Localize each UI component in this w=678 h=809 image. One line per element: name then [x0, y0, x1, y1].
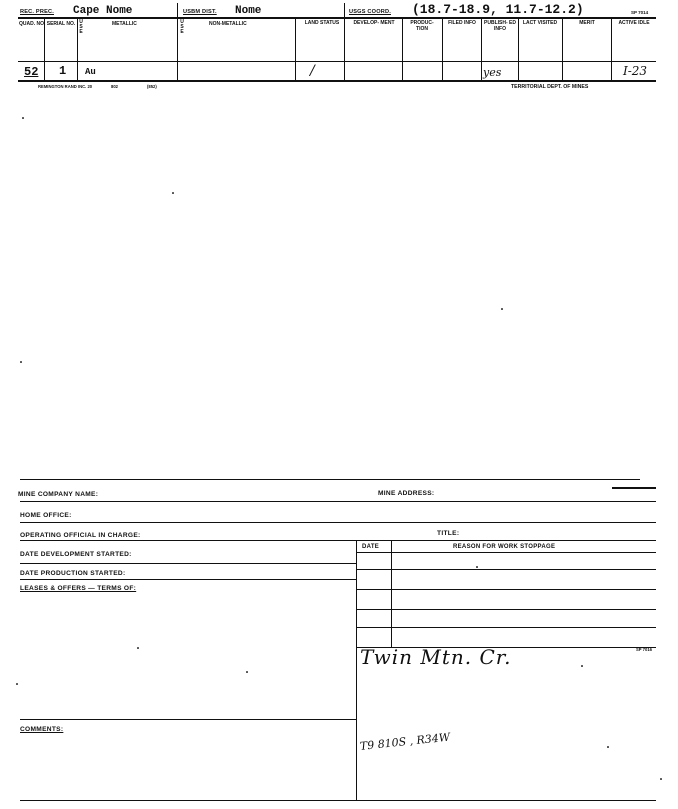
- rule: [177, 3, 178, 80]
- date-production-started-label: DATE PRODUCTION STARTED:: [20, 570, 126, 577]
- rule: [442, 17, 443, 80]
- speck: [22, 117, 24, 119]
- usgs-coord-value: (18.7-18.9, 11.7-12.2): [412, 2, 584, 17]
- col-filed-info: FILED INFO: [448, 20, 476, 26]
- usgs-coord-label: USGS COORD.: [349, 9, 391, 15]
- col-active-idle: ACTIVE IDLE: [618, 20, 650, 26]
- rule: [18, 80, 656, 82]
- handwritten-location: Twin Mtn. Cr.: [360, 645, 512, 669]
- rule: [356, 627, 656, 628]
- speck: [607, 746, 609, 748]
- rule: [518, 17, 519, 80]
- mine-company-name-label: MINE COMPANY NAME:: [18, 491, 99, 498]
- speck: [16, 683, 18, 685]
- form-number-bottom: SP 7016: [636, 647, 652, 652]
- rule: [20, 479, 640, 480]
- speck: [246, 671, 248, 673]
- rule: [20, 563, 356, 564]
- row-land-status: /: [310, 63, 315, 79]
- rule: [20, 579, 356, 580]
- date-development-started-label: DATE DEVELOPMENT STARTED:: [20, 551, 132, 558]
- department-name: TERRITORIAL DEPT. OF MINES: [511, 84, 589, 90]
- rule: [295, 17, 296, 80]
- speck: [20, 361, 22, 363]
- col-use-marker: U S E: [79, 19, 83, 35]
- col-merit: MERIT: [579, 20, 595, 26]
- col-land-status: LAND STATUS: [304, 20, 340, 26]
- rule: [356, 589, 656, 590]
- usbm-dist-label: USBM DIST.: [183, 9, 217, 15]
- rule: [20, 522, 656, 523]
- operating-official-label: OPERATING OFFICIAL IN CHARGE:: [20, 532, 141, 539]
- rule: [402, 17, 403, 80]
- col-quad-no: QUAD. NO.: [19, 21, 46, 27]
- rule: [356, 552, 656, 553]
- speck: [172, 192, 174, 194]
- speck: [476, 566, 478, 568]
- row-serial-no: 1: [59, 64, 67, 78]
- col-serial-no: SERIAL NO.: [46, 21, 76, 27]
- mine-address-label: MINE ADDRESS:: [378, 490, 435, 497]
- printer-code-2: (852): [147, 84, 157, 89]
- row-published-info: yes: [483, 66, 502, 79]
- rule: [356, 609, 656, 610]
- title-label: TITLE:: [437, 530, 460, 537]
- handwritten-township: T9 810S , R34W: [359, 730, 451, 753]
- row-metallic: Au: [85, 67, 96, 77]
- leases-offers-label: LEASES & OFFERS — TERMS OF:: [20, 585, 137, 592]
- col-last-visited: LACT VISITED: [522, 20, 558, 26]
- date-header: DATE: [362, 544, 380, 550]
- rule: [18, 61, 656, 62]
- rule: [356, 540, 357, 800]
- rule: [481, 17, 482, 80]
- speck: [501, 308, 503, 310]
- col-non-metallic: NON-METALLIC: [209, 21, 247, 27]
- rule: [20, 719, 356, 720]
- speck: [581, 665, 583, 667]
- rec-prec-label: REC. PREC.: [20, 9, 55, 15]
- col-use-marker-2: U S E: [180, 19, 184, 35]
- col-published-info: PUBLISH- ED INFO: [484, 20, 516, 32]
- rule: [344, 3, 345, 80]
- printer-code: 802: [111, 84, 118, 89]
- printer-imprint: REMINGTON RAND INC. 20: [38, 84, 93, 89]
- reason-header: REASON FOR WORK STOPPAGE: [453, 544, 556, 550]
- rule: [611, 17, 612, 80]
- rule: [18, 17, 656, 19]
- rule: [612, 487, 656, 489]
- usbm-dist-value: Nome: [235, 5, 262, 17]
- rule: [391, 540, 392, 648]
- speck: [660, 778, 662, 780]
- col-production: PRODUC- TION: [410, 20, 434, 32]
- rule: [562, 17, 563, 80]
- rule: [20, 501, 656, 502]
- rule: [20, 540, 656, 541]
- col-development: DEVELOP- MENT: [353, 20, 395, 26]
- row-quad-no: 52: [24, 65, 39, 79]
- row-active-idle: I-23: [623, 64, 648, 78]
- rule: [20, 800, 656, 801]
- speck: [137, 647, 139, 649]
- rule: [356, 569, 656, 570]
- col-metallic: METALLIC: [112, 21, 137, 27]
- form-number-top: SP 7014: [631, 10, 649, 15]
- comments-label: COMMENTS:: [20, 726, 64, 733]
- rec-prec-value: Cape Nome: [73, 5, 133, 17]
- home-office-label: HOME OFFICE:: [20, 512, 72, 519]
